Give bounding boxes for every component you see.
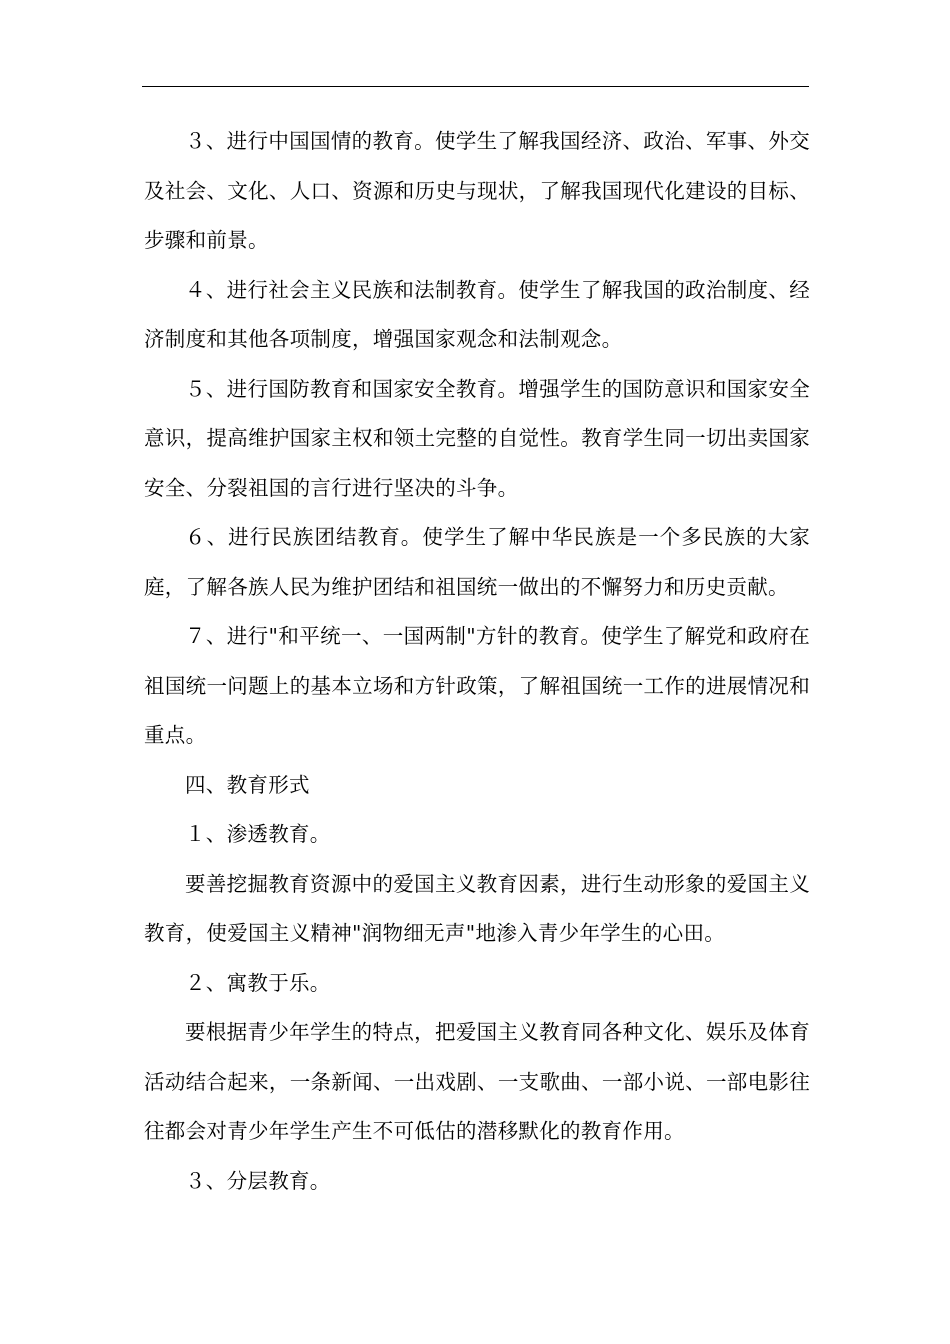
subheading-education-through-entertainment: ２、寓教于乐。 xyxy=(185,970,331,995)
subheading-tiered-education: ３、分层教育。 xyxy=(185,1168,331,1193)
subheading-infiltration-education: １、渗透教育。 xyxy=(185,822,331,846)
paragraph-legal-education: ４、进行社会主义民族和法制教育。使学生了解我国的政治制度、经济制度和其他各项制度，增强国家观念和法制观念。 xyxy=(144,277,810,351)
paragraph-infiltration-education: 要善挖掘教育资源中的爱国主义教育因素，进行生动形象的爱国主义教育，使爱国主义精神"润物细无声"地渗入青少年学生的心田。 xyxy=(144,871,810,945)
header-rule xyxy=(142,86,809,87)
paragraph-national-defense: ５、进行国防教育和国家安全教育。增强学生的国防意识和国家安全意识，提高维护国家主权和领土完整的自觉性。教育学生同一切出卖国家安全、分裂祖国的言行进行坚决的斗争。 xyxy=(144,376,810,500)
document-body xyxy=(144,117,810,1206)
paragraph-education-through-entertainment: 要根据青少年学生的特点，把爱国主义教育同各种文化、娱乐及体育活动结合起来，一条新闻、一出戏剧、一支歌曲、一部小说、一部电影往往都会对青少年学生产生不可低估的潜移默化的教育作用。 xyxy=(144,1020,810,1143)
paragraph-reunification: ７、进行"和平统一、一国两制"方针的教育。使学生了解党和政府在祖国统一问题上的基本立场和方针政策，了解祖国统一工作的进展情况和重点。 xyxy=(144,624,810,747)
paragraph-ethnic-unity: ６、进行民族团结教育。使学生了解中华民族是一个多民族的大家庭，了解各族人民为维护团结和祖国统一做出的不懈努力和历史贡献。 xyxy=(144,525,810,599)
section-heading-education-forms: 四、教育形式 xyxy=(185,772,310,797)
paragraph-national-conditions: ３、进行中国国情的教育。使学生了解我国经济、政治、军事、外交及社会、文化、人口、资源和历史与现状，了解我国现代化建设的目标、步骤和前景。 xyxy=(144,129,810,252)
